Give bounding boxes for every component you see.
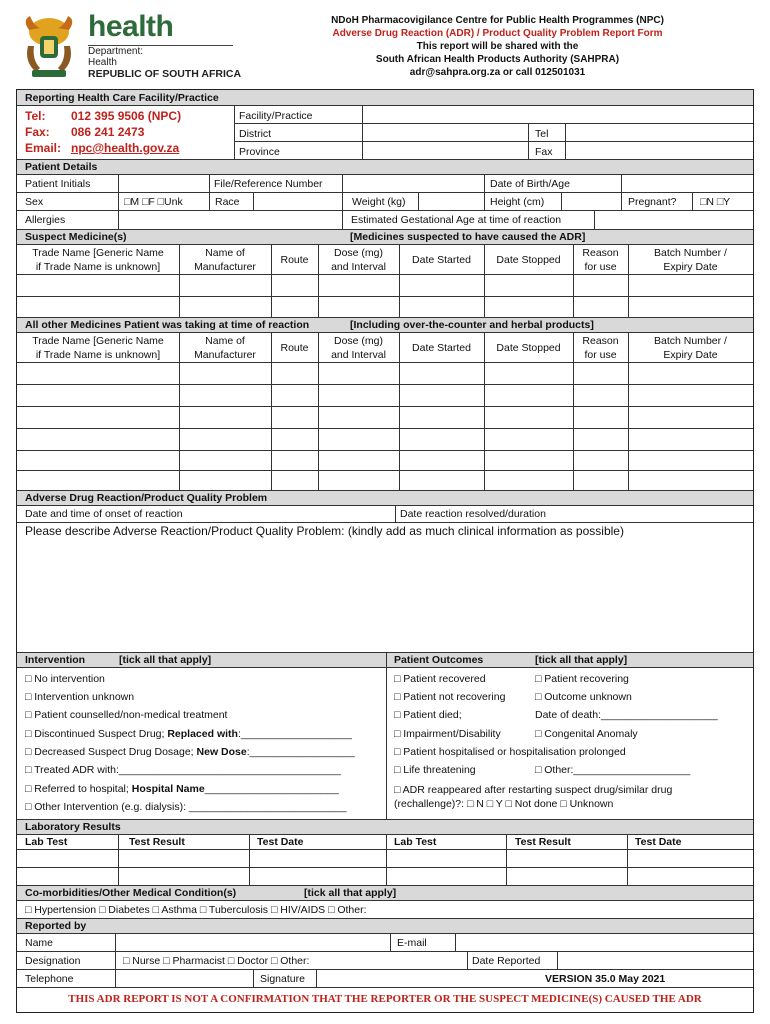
lab-test-header-2: Lab Test [394,836,437,848]
date-reported-label: Date Reported [472,955,541,967]
province-label: Province [239,146,280,158]
test-result-header-1: Test Result [129,836,185,848]
tel-label: Tel: [25,109,46,123]
outcome-impairment[interactable]: □ Impairment/Disability [394,728,501,740]
col-batch: Batch Number / [654,247,727,259]
facility-section-title: Reporting Health Care Facility/Practice [25,92,219,104]
header-info [300,14,695,79]
allergies-label: Allergies [25,214,66,226]
test-result-header-2: Test Result [515,836,571,848]
header-line-3: This report will be shared with the [416,41,579,52]
om-col-manufacturer-sub: Manufacturer [194,349,256,361]
file-ref-label: File/Reference Number [214,178,323,190]
om-col-manufacturer: Name of [205,335,245,347]
comorb-section-title: Co-morbidities/Other Medical Condition(s) [25,887,237,899]
header-line-1: NDoH Pharmacovigilance Centre for Public Health Programmes (NPC) [331,15,664,26]
patient-initials-label: Patient Initials [25,178,91,190]
reporter-section-title: Reported by [25,920,87,932]
intervention-other[interactable]: □ Other Intervention (e.g. dialysis): ___________________________ [25,801,347,813]
intervention-unknown[interactable]: □ Intervention unknown [25,691,135,703]
page-header [0,12,770,92]
outcome-recovered[interactable]: □ Patient recovered [394,673,486,685]
col-date-started: Date Started [412,254,471,266]
intervention-referred[interactable]: □ Referred to hospital; Hospital Name_______________________ [25,783,339,795]
fax-value: 086 241 2473 [71,125,145,139]
reporter-email-label: E-mail [397,937,427,949]
comorb-options[interactable]: □ Hypertension □ Diabetes □ Asthma □ Tuberculosis □ HIV/AIDS □ Other: [25,904,367,916]
intervention-counselled[interactable]: □ Patient counselled/non-medical treatment [25,709,228,721]
race-label: Race [215,196,240,208]
form-title: Adverse Drug Reaction (ADR) / Product Quality Problem Report Form [332,28,663,39]
adr-section-title: Adverse Drug Reaction/Product Quality Problem [25,492,268,504]
outcome-hospitalised[interactable]: □ Patient hospitalised or hospitalisation prolonged [394,746,626,758]
col-manufacturer-sub: Manufacturer [194,261,256,273]
outcome-other[interactable]: □ Other:____________________ [535,764,691,776]
om-col-date-started: Date Started [412,342,471,354]
outcome-life-threatening[interactable]: □ Life threatening [394,764,476,776]
suspect-section-note: [Medicines suspected to have caused the ADR] [350,231,586,243]
comorb-tick: [tick all that apply] [304,887,397,899]
tel2-label: Tel [535,128,549,140]
om-col-batch: Batch Number / [654,335,727,347]
col-trade-name-sub: if Trade Name is unknown] [35,261,161,273]
col-date-stopped: Date Stopped [496,254,561,266]
om-col-dose: Dose (mg) [333,335,383,347]
describe-textarea[interactable] [19,540,751,650]
om-col-trade-name: Trade Name [Generic Name [32,335,164,347]
outcome-rechallenge-options[interactable]: (rechallenge)?: □ N □ Y □ Not done □ Unknown [394,798,614,810]
date-reported-field[interactable] [558,952,753,969]
country-label: REPUBLIC OF SOUTH AFRICA [88,68,242,80]
intervention-discontinued[interactable]: □ Discontinued Suspect Drug; Replaced with:___________________ [25,728,352,740]
district-field[interactable] [363,124,528,141]
intervention-title: Intervention [25,654,86,666]
dept-label: Department: [88,46,144,57]
other-meds-section-title: All other Medicines Patient was taking at time of reaction [25,319,310,331]
header-line-4: South African Health Products Authority (SAHPRA) [375,54,620,65]
describe-label: Please describe Adverse Reaction/Product Quality Problem: (kindly add as much clinical information as possible) [25,524,624,538]
om-col-reason: Reason [582,335,619,347]
disclaimer-footer: THIS ADR REPORT IS NOT A CONFIRMATION THAT THE REPORTER OR THE SUSPECT MEDICINE(S) CAUSED THE ADR [68,993,702,1005]
test-date-header-1: Test Date [257,836,304,848]
reporter-email-field[interactable] [456,934,753,951]
om-col-route: Route [280,342,309,354]
fax2-label: Fax [535,146,553,158]
other-meds-section-note: [Including over-the-counter and herbal products] [350,319,594,331]
coat-of-arms-logo [20,12,78,82]
fax-label: Fax: [25,125,50,139]
col-manufacturer: Name of [205,247,245,259]
col-dose: Dose (mg) [333,247,383,259]
pregnant-label: Pregnant? [628,196,677,208]
outcome-rechallenge[interactable]: □ ADR reappeared after restarting suspect drug/similar drug [394,784,673,796]
dept-sub: Health [88,57,117,68]
sex-options[interactable]: □M □F □Unk [124,196,183,208]
signature-label: Signature [260,973,305,985]
col-trade-name: Trade Name [Generic Name [32,247,164,259]
col-route: Route [280,254,309,266]
col-dose-sub: and Interval [331,261,386,273]
col-reason-sub: for use [584,261,617,273]
version-label: VERSION 35.0 May 2021 [545,973,666,985]
col-reason: Reason [582,247,619,259]
pregnant-options[interactable]: □N □Y [700,196,731,208]
sex-label: Sex [25,196,44,208]
date-of-death[interactable]: Date of death:____________________ [535,709,718,721]
tel-value: 012 395 9506 (NPC) [71,109,182,123]
reporter-name-label: Name [25,937,54,949]
intervention-decreased[interactable]: □ Decreased Suspect Drug Dosage; New Dose:__________________ [25,746,355,758]
adr-form [16,89,754,1013]
facility-practice-label: Facility/Practice [239,110,313,122]
designation-label: Designation [25,955,81,967]
brand-name: health [88,10,174,43]
outcome-congenital[interactable]: □ Congenital Anomaly [535,728,638,740]
facility-practice-field[interactable] [363,106,753,123]
intervention-treated[interactable]: □ Treated ADR with:______________________________________ [25,764,341,776]
fax2-field[interactable] [566,142,753,159]
gest-age-label: Estimated Gestational Age at time of reaction [351,214,562,226]
outcome-not-recovering[interactable]: □ Patient not recovering [394,691,506,703]
district-label: District [239,128,272,140]
email-link[interactable]: npc@health.gov.za [71,141,180,155]
telephone-label: Telephone [25,973,74,985]
outcome-recovering[interactable]: □ Patient recovering [535,673,629,685]
email-label: Email: [25,141,62,155]
signature-field[interactable] [317,970,517,987]
tel2-field[interactable] [566,124,753,141]
dob-label: Date of Birth/Age [490,178,570,190]
onset-label: Date and time of onset of reaction [25,508,183,520]
om-col-trade-name-sub: if Trade Name is unknown] [35,349,161,361]
telephone-field[interactable] [116,970,253,987]
outcome-died[interactable]: □ Patient died; [394,709,462,721]
outcomes-title: Patient Outcomes [394,654,484,666]
intervention-tick: [tick all that apply] [119,654,212,666]
om-col-batch-sub: Expiry Date [663,349,718,361]
om-col-date-stopped: Date Stopped [496,342,561,354]
weight-label: Weight (kg) [352,196,406,208]
height-label: Height (cm) [490,196,545,208]
outcome-unknown[interactable]: □ Outcome unknown [535,691,632,703]
lab-test-header-1: Lab Test [25,836,68,848]
header-line-5: adr@sahpra.org.za or call 012501031 [409,67,586,78]
col-batch-sub: Expiry Date [663,261,718,273]
reporter-name-field[interactable] [116,934,390,951]
suspect-section-title: Suspect Medicine(s) [25,231,127,243]
intervention-none[interactable]: □ No intervention [25,673,105,685]
om-col-reason-sub: for use [584,349,617,361]
outcomes-tick: [tick all that apply] [535,654,628,666]
province-field[interactable] [363,142,528,159]
lab-section-title: Laboratory Results [25,821,121,833]
department-branding [88,12,241,80]
patient-section-title: Patient Details [25,161,98,173]
test-date-header-2: Test Date [635,836,682,848]
designation-options[interactable]: □ Nurse □ Pharmacist □ Doctor □ Other: [123,955,310,967]
resolved-label: Date reaction resolved/duration [400,508,546,520]
om-col-dose-sub: and Interval [331,349,386,361]
